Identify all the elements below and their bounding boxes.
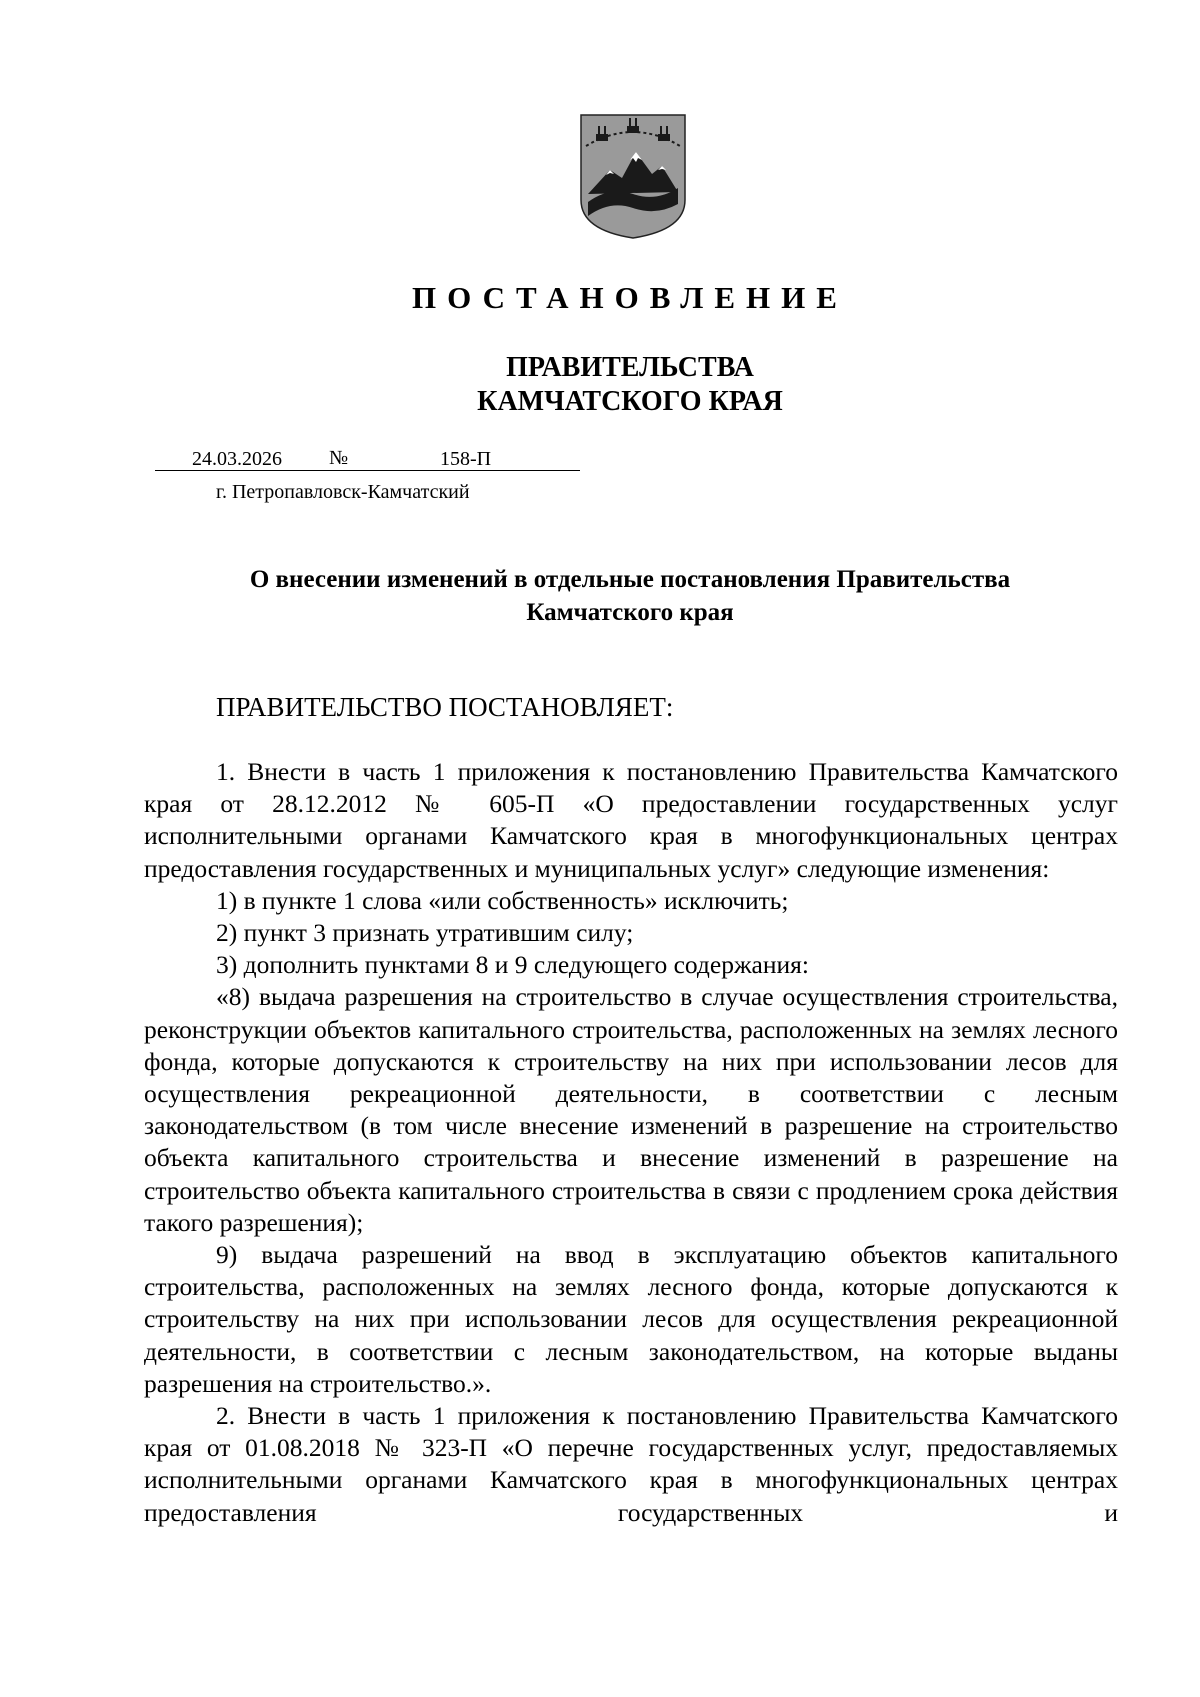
document-title-line-2: Камчатского края [526, 599, 734, 626]
paragraph-1-item-2: 2) пункт 3 признать утратившим силу; [216, 918, 634, 948]
document-title-line-1: О внесении изменений в отдельные постановления Правительства [249, 566, 1011, 593]
paragraph-1: 1. Внести в часть 1 приложения к постановлению Правительства Камчатского края от 28.12.2012 № 605-П «О предоставлении государственных услуг исполнительными органами Камчатского края в многофункциональных центрах предоставления государственных и муниципальных услуг» следующие изменения: [144, 757, 1118, 883]
organization-line-1: ПРАВИТЕЛЬСТВА [506, 352, 754, 383]
paragraph-1-item-3: 3) дополнить пунктами 8 и 9 следующего содержания: [216, 950, 809, 980]
decree-statement: ПРАВИТЕЛЬСТВО ПОСТАНОВЛЯЕТ: [216, 692, 674, 722]
paragraph-1-item-8: «8) выдача разрешения на строительство в случае осуществления строительства, реконструкции объектов капитального строительства, расположенных на землях лесного фонда, которые допускаются к строительству на них при использовании лесов для осуществления рекреационной деятельности, в соответствии с лесным законодательством (в том числе внесение изменений в разрешение на строительство объекта капитального строительства и внесение изменений в разрешение на строительство объекта капитального строительства в связи с продлением срока действия такого разрешения); [144, 982, 1118, 1237]
registration-date: 24.03.2026 [192, 448, 282, 470]
coat-of-arms-emblem [578, 112, 688, 240]
document-type-heading: ПОСТАНОВЛЕНИЕ [412, 280, 848, 315]
number-sign: № [329, 447, 349, 469]
paragraph-1-item-1: 1) в пункте 1 слова «или собственность» исключить; [216, 885, 789, 915]
registration-number: 158-П [440, 448, 492, 470]
organization-line-2: КАМЧАТСКОГО КРАЯ [477, 386, 783, 417]
city-name: г. Петропавловск-Камчатский [216, 481, 470, 503]
paragraph-1-item-9: 9) выдача разрешений на ввод в эксплуатацию объектов капитального строительства, расположенных на землях лесного фонда, которые допускаются к строительству на них при использовании лесов для осуществления рекреационной деятельности, в соответствии с лесным законодательством, на которые выданы разрешения на строительство.». [144, 1240, 1118, 1398]
coat-of-arms-icon [578, 112, 688, 240]
paragraph-2: 2. Внести в часть 1 приложения к постановлению Правительства Камчатского края от 01.08.2018 № 323-П «О перечне государственных услуг, предоставляемых исполнительными органами Камчатского края в многофункциональных центрах предоставления государственных и [144, 1401, 1118, 1527]
document-body [144, 756, 1118, 1529]
